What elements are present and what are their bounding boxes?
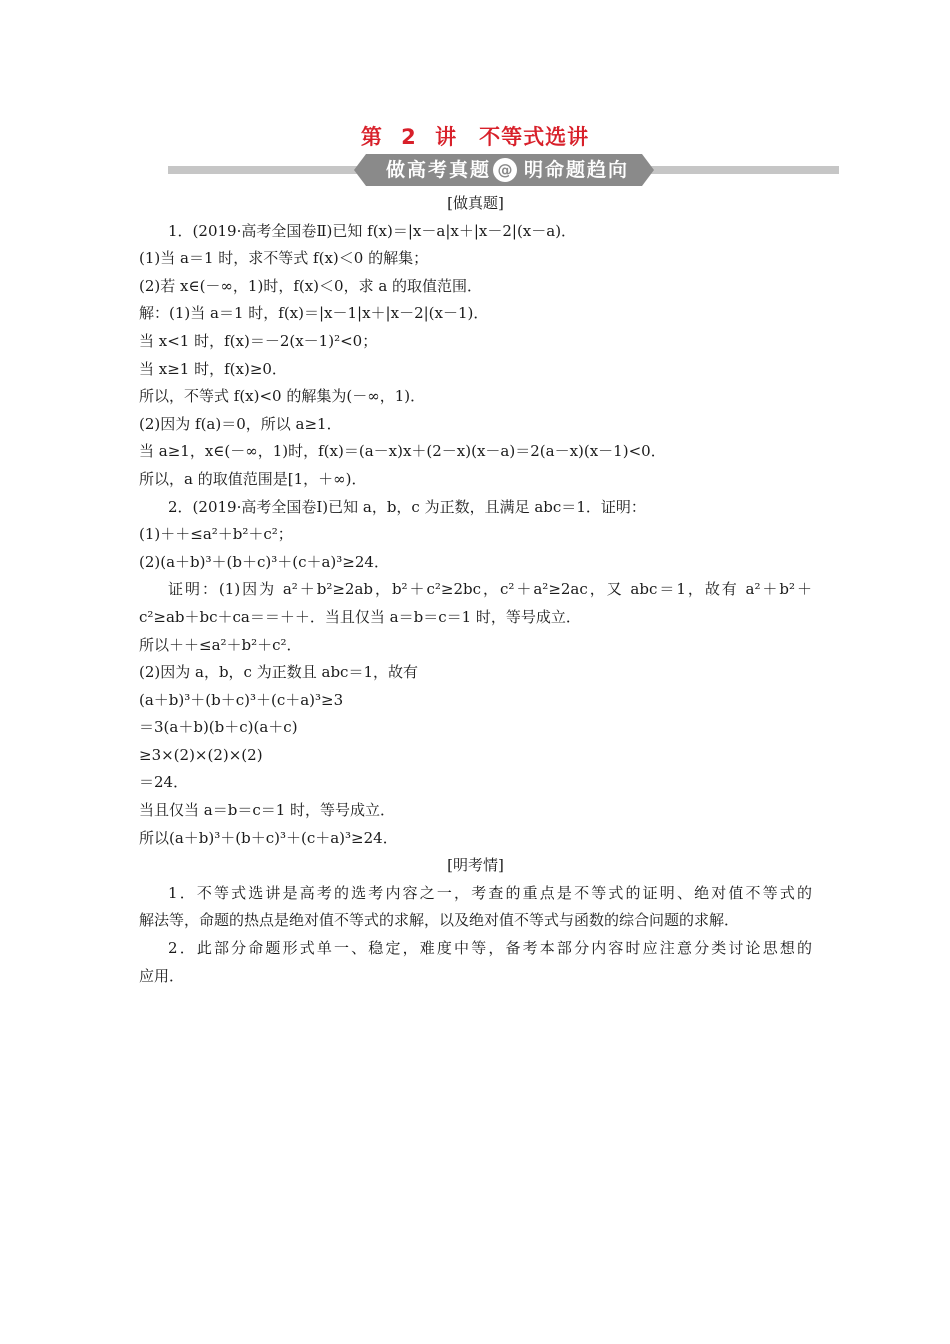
trend-point-1: 1．不等式选讲是高考的选考内容之一，考查的重点是不等式的证明、绝对值不等式的 [168, 883, 812, 902]
proof-line: 所以(a＋b)³＋(b＋c)³＋(c＋a)³≥24． [139, 828, 398, 847]
solution-line: 所以，a 的取值范围是[1，＋∞)． [139, 469, 367, 488]
proof-line: (a＋b)³＋(b＋c)³＋(c＋a)³≥3 [139, 690, 344, 709]
solution-line: 当 x≥1 时，f(x)≥0． [139, 359, 287, 378]
proof-line: (2)因为 a，b，c 为正数且 abc＝1，故有 [139, 663, 418, 682]
problem-1-statement: 1．(2019·高考全国卷Ⅱ)已知 f(x)＝|x－a|x＋|x－2|(x－a)． [168, 221, 577, 240]
proof-line: 当且仅当 a＝b＝c＝1 时，等号成立． [139, 801, 396, 820]
section-banner [168, 154, 839, 186]
solution-line: 解：(1)当 a＝1 时，f(x)＝|x－1|x＋|x－2|(x－1)． [139, 304, 489, 323]
problem-2-statement: 2．(2019·高考全国卷Ⅰ)已知 a，b，c 为正数，且满足 abc＝1．证明： [168, 497, 646, 516]
document-body [139, 190, 812, 990]
proof-line: ＝24． [139, 773, 189, 792]
solution-line: 所以，不等式 f(x)<0 的解集为(－∞，1)． [139, 387, 426, 406]
problem-2-part-1: (1)＋＋≤a²＋b²＋c²； [139, 525, 293, 544]
trend-point-2: 2．此部分命题形式单一、稳定，难度中等，备考本部分内容时应注意分类讨论思想的 [168, 939, 812, 958]
proof-line: 所以＋＋≤a²＋b²＋c²． [139, 635, 302, 654]
problem-1-part-2: (2)若 x∈(－∞，1)时，f(x)＜0，求 a 的取值范围． [139, 276, 483, 295]
solution-line: (2)因为 f(a)＝0，所以 a≥1． [139, 414, 342, 433]
problem-2-part-2: (2)(a＋b)³＋(b＋c)³＋(c＋a)³≥24． [139, 552, 389, 571]
banner-left-text: 做高考真题 [386, 159, 492, 181]
problem-1-part-1: (1)当 a＝1 时，求不等式 f(x)＜0 的解集； [139, 249, 429, 268]
trend-point-2-cont: 应用． [139, 966, 185, 985]
section-heading-exam-trends: [明考情] [447, 856, 504, 875]
trend-point-1-cont: 解法等，命题的热点是绝对值不等式的求解，以及绝对值不等式与函数的综合问题的求解． [139, 911, 740, 930]
solution-line: 当 x<1 时，f(x)＝－2(x－1)²<0； [139, 331, 378, 350]
banner-badge-icon: @ [493, 158, 517, 182]
proof-line: c²≥ab＋bc＋ca＝＝＋＋．当且仅当 a＝b＝c＝1 时，等号成立． [139, 607, 581, 626]
page-title: 第 2 讲 不等式选讲 [360, 125, 590, 149]
proof-line: 证明：(1)因为 a²＋b²≥2ab，b²＋c²≥2bc，c²＋a²≥2ac，又 abc＝1，故有 a²＋b²＋ [168, 580, 812, 599]
solution-line: 当 a≥1，x∈(－∞，1)时，f(x)＝(a－x)x＋(2－x)(x－a)＝2(a－x)(x－1)<0． [139, 442, 666, 461]
banner-right-text: 明命题趋向 [524, 159, 630, 181]
proof-line: ≥3×(2)×(2)×(2) [139, 745, 263, 764]
proof-line: ＝3(a＋b)(b＋c)(a＋c) [139, 718, 298, 737]
section-heading-practice: [做真题] [447, 194, 504, 212]
